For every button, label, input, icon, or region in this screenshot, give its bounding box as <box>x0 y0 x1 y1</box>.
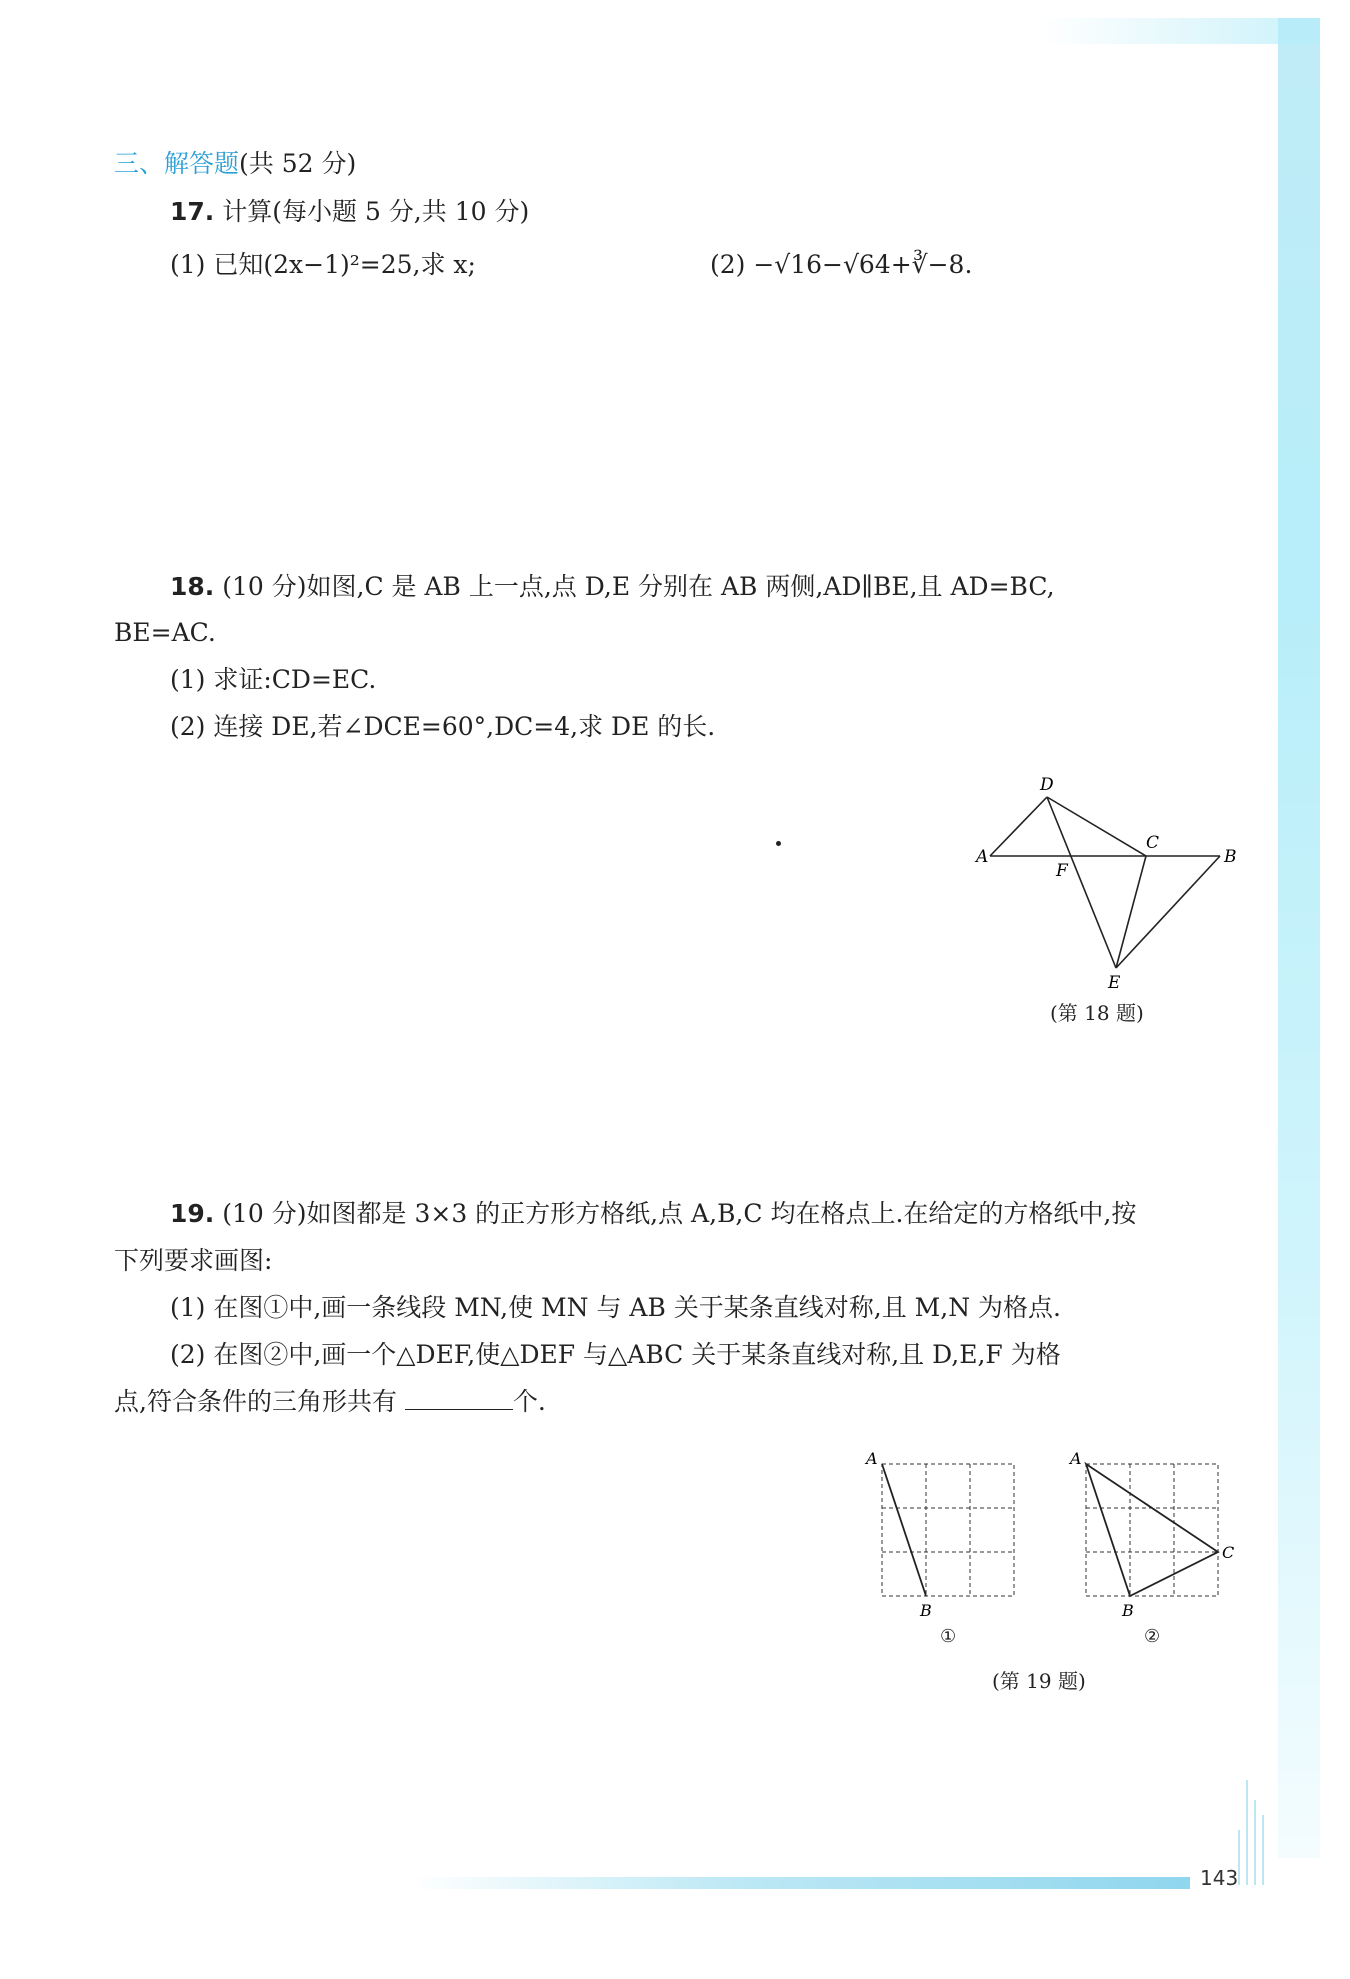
section-heading <box>114 148 356 180</box>
fig19-2-label-B: B <box>1122 1601 1134 1620</box>
q19-figure-1 <box>860 1448 1020 1638</box>
fig18-label-D: D <box>1040 775 1054 795</box>
fig19-1-label-A: A <box>866 1449 878 1468</box>
page-top-gradient <box>1040 18 1320 44</box>
fig19-2-label-A: A <box>1070 1449 1082 1468</box>
fig19-1-label-B: B <box>920 1601 932 1620</box>
q17-heading <box>170 196 529 228</box>
footer-tick <box>1246 1780 1248 1885</box>
fig18-label-E: E <box>1108 973 1121 990</box>
q18-part1: (1) 求证:CD=EC. <box>170 665 377 694</box>
page-edge-gradient <box>1278 18 1320 1858</box>
fig18-label-F: F <box>1056 861 1068 881</box>
footer-tick <box>1238 1830 1240 1885</box>
q19-caption: (第 19 题) <box>992 1669 1086 1693</box>
q17-part1: (1) 已知(2x−1)²=25,求 x; <box>170 250 476 279</box>
section-title: 三、解答题 <box>114 149 240 178</box>
footer-bar <box>410 1877 1190 1889</box>
q18-figure <box>970 770 1260 990</box>
q17-part2: (2) −√16−√64+∛−8. <box>710 250 973 279</box>
q19-fig2-label: ② <box>1144 1626 1161 1647</box>
q18-line2: BE=AC. <box>114 618 216 647</box>
q18-part2: (2) 连接 DE,若∠DCE=60°,DC=4,求 DE 的长. <box>170 712 716 741</box>
footer-tick <box>1262 1815 1264 1885</box>
q18-number: 18. <box>170 572 215 601</box>
q18-caption: (第 18 题) <box>1050 1001 1144 1025</box>
q19-figure-2 <box>1064 1448 1254 1638</box>
footer-tick <box>1254 1800 1256 1885</box>
q18-line1-text: (10 分)如图,C 是 AB 上一点,点 D,E 分别在 AB 两侧,AD∥BE,且 AD=BC, <box>222 572 1055 601</box>
stray-dot <box>776 841 781 846</box>
fig19-2-label-C: C <box>1222 1543 1235 1562</box>
q19-part2-line1: (2) 在图②中,画一个△DEF,使△DEF 与△ABC 关于某条直线对称,且 D,E,F 为格 <box>170 1340 1061 1369</box>
q17-text: 计算(每小题 5 分,共 10 分) <box>222 197 530 226</box>
fig18-label-B: B <box>1224 847 1237 867</box>
section-points: (共 52 分) <box>239 149 357 178</box>
page-number: 143 <box>1200 1866 1239 1890</box>
fig18-label-A: A <box>976 847 989 867</box>
q18-line1 <box>170 571 1055 603</box>
q19-part2-line2-post: 个. <box>512 1387 546 1416</box>
q17-number: 17. <box>170 197 215 226</box>
answer-blank[interactable] <box>405 1387 513 1410</box>
q19-number: 19. <box>170 1199 215 1228</box>
fig18-label-C: C <box>1146 833 1160 853</box>
q19-line1 <box>170 1198 1136 1230</box>
q19-part2-line2-pre: 点,符合条件的三角形共有 <box>114 1387 397 1416</box>
q19-part2-line2 <box>114 1386 546 1418</box>
q19-part1: (1) 在图①中,画一条线段 MN,使 MN 与 AB 关于某条直线对称,且 M,N 为格点. <box>170 1293 1061 1322</box>
q19-line2: 下列要求画图: <box>114 1246 273 1275</box>
q19-line1-text: (10 分)如图都是 3×3 的正方形方格纸,点 A,B,C 均在格点上.在给定的方格纸中,按 <box>222 1199 1137 1228</box>
q19-fig1-label: ① <box>940 1626 957 1647</box>
